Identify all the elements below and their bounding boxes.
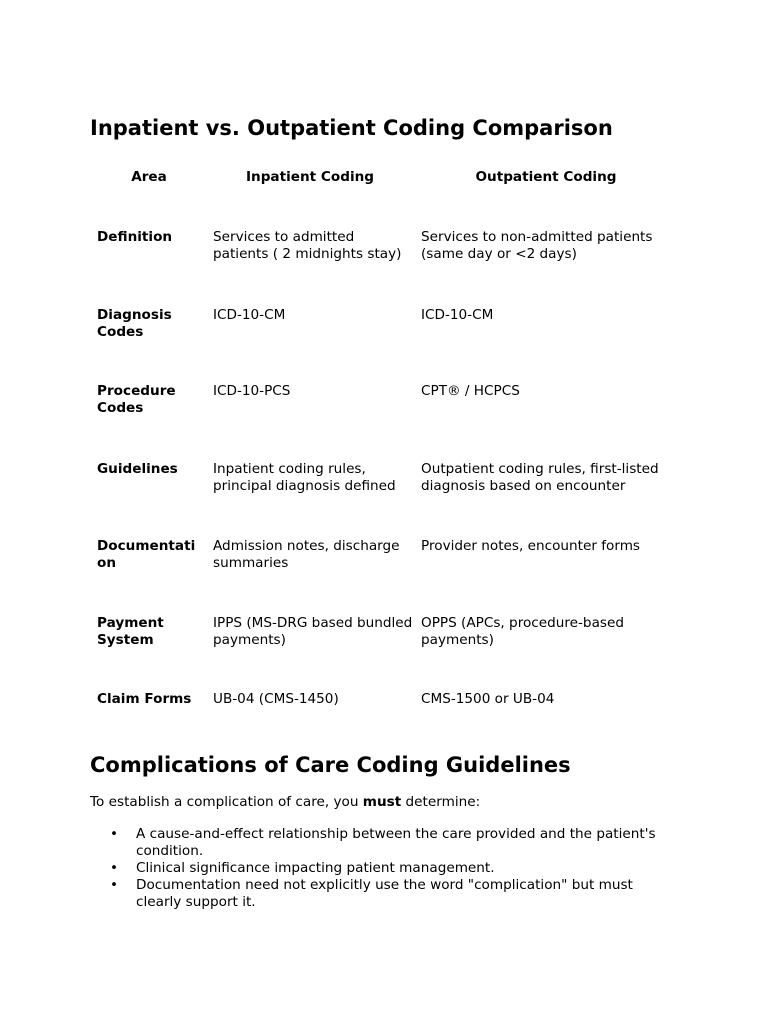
row-area-label: Claim Forms — [97, 691, 192, 707]
row-area-label: Definition — [97, 229, 173, 245]
row-inpatient-value: Admission notes, discharge summaries — [213, 538, 400, 571]
row-area-label: Procedure Codes — [97, 383, 176, 416]
table-header-inpatient: Inpatient Coding — [245, 169, 375, 185]
page-title: Inpatient vs. Outpatient Coding Comparison — [90, 116, 613, 140]
intro-emphasis: must — [362, 794, 402, 810]
row-outpatient-value: OPPS (APCs, procedure-based payments) — [421, 615, 624, 648]
list-item — [90, 877, 680, 911]
table-header-area: Area — [131, 169, 167, 185]
list-item-text: Documentation need not explicitly use the word "complication" but must clearly support it. — [136, 877, 633, 910]
bullet-icon: • — [110, 877, 119, 893]
row-area-label: Documentation — [97, 538, 196, 571]
row-outpatient-value: ICD-10-CM — [421, 307, 494, 323]
intro-text-start: To establish a complication of care, you — [90, 794, 363, 810]
row-outpatient-value: Services to non-admitted patients (same day or <2 days) — [421, 229, 653, 262]
intro-text-end: determine: — [401, 794, 481, 810]
row-inpatient-value: Services to admitted patients ( 2 midnights stay) — [213, 229, 402, 262]
list-item — [90, 860, 680, 877]
bullet-icon: • — [110, 860, 119, 876]
bullet-icon: • — [110, 826, 119, 842]
row-inpatient-value: ICD-10-PCS — [213, 383, 291, 399]
table-header-outpatient: Outpatient Coding — [475, 169, 617, 185]
row-outpatient-value: CMS-1500 or UB-04 — [421, 691, 555, 707]
row-area-label: Diagnosis Codes — [97, 307, 172, 340]
list-item — [90, 826, 680, 860]
list-item-text: Clinical significance impacting patient management. — [136, 860, 495, 876]
row-outpatient-value: Provider notes, encounter forms — [421, 538, 641, 554]
row-area-label: Guidelines — [97, 461, 178, 477]
row-outpatient-value: Outpatient coding rules, first-listed diagnosis based on encounter — [421, 461, 659, 494]
row-inpatient-value: UB-04 (CMS-1450) — [213, 691, 339, 707]
row-outpatient-value: CPT® / HCPCS — [421, 383, 520, 399]
row-inpatient-value: ICD-10-CM — [213, 307, 286, 323]
section-heading: Complications of Care Coding Guidelines — [90, 753, 571, 777]
list-item-text: A cause-and-effect relationship between the care provided and the patient's condition. — [136, 826, 656, 859]
row-inpatient-value: Inpatient coding rules, principal diagnosis defined — [213, 461, 396, 494]
section-intro — [90, 794, 480, 811]
row-area-label: Payment System — [97, 615, 164, 648]
row-inpatient-value: IPPS (MS-DRG based bundled payments) — [213, 615, 413, 648]
requirements-list — [90, 826, 680, 911]
